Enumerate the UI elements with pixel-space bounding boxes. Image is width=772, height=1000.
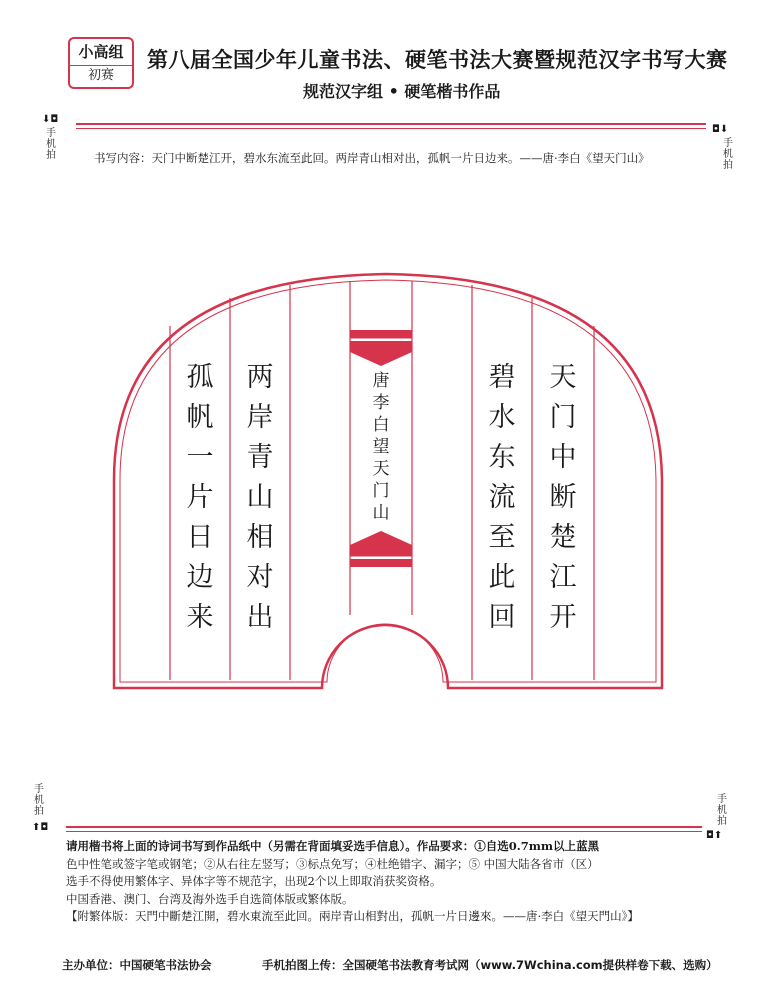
- camera-icon: ⬇◘: [42, 114, 59, 125]
- divider: [66, 831, 702, 832]
- page-title: 第八届全国少年儿童书法、硬笔书法大赛暨规范汉字书写大赛: [147, 47, 728, 72]
- side-note-right-top: 手 机 拍: [723, 138, 733, 171]
- instruction-line: 请用楷书将上面的诗词书写到作品纸中（另需在背面填妥选手信息）。作品要求：①自选0.7mm以上蓝黑: [66, 839, 600, 853]
- verse-column-4: 孤 帆 一 片 日 边 来: [186, 362, 214, 633]
- verse-column-3: 两 岸 青 山 相 对 出: [246, 362, 274, 633]
- author-title-column: 唐 李 白 望 天 门 山: [372, 371, 390, 523]
- instructions: [66, 838, 716, 926]
- instruction-line: 中国香港、澳门、台湾及海外选手自选简体版或繁体版。: [66, 891, 354, 906]
- camera-icon: ◘⬆: [706, 830, 723, 841]
- page-subtitle: 规范汉字组 • 硬笔楷书作品: [303, 82, 501, 101]
- side-note-left-top: 手 机 拍: [46, 128, 56, 161]
- stamp-group: 小高组: [70, 39, 132, 66]
- camera-icon: ⬆◘: [32, 822, 49, 833]
- organizer: 主办单位：中国硬笔书法协会: [62, 958, 212, 972]
- stamp-round: 初赛: [87, 68, 114, 83]
- upload-note: 手机拍图上传：全国硬笔书法教育考试网（www.7Wchina.com提供样卷下载、选购）: [262, 958, 718, 972]
- divider: [66, 826, 702, 828]
- instruction-line: 选手不得使用繁体字、异体字等不规范字，出现2个以上即取消获奖资格。: [66, 874, 442, 888]
- instruction-line: 【附繁体版：天門中斷楚江開，碧水東流至此回。兩岸青山相對出，孤帆一片日邊來。——唐·李白《望天門山》】: [66, 909, 639, 923]
- side-note-left-bottom: 手 机 拍: [34, 784, 44, 817]
- verse-column-1: 天 门 中 断 楚 江 开: [549, 362, 577, 633]
- side-note-right-bottom: 手 机 拍: [717, 794, 727, 827]
- camera-icon: ◘⬇: [712, 124, 729, 135]
- verse-column-2: 碧 水 东 流 至 此 回: [488, 362, 516, 633]
- instruction-line: 色中性笔或签字笔或钢笔；②从右往左竖写；③标点免写；④杜绝错字、漏字；⑤ 中国大陆各省市（区）: [66, 856, 599, 871]
- writing-content: 书写内容：天门中断楚江开，碧水东流至此回。两岸青山相对出，孤帆一片日边来。——唐·李白《望天门山》: [94, 151, 650, 165]
